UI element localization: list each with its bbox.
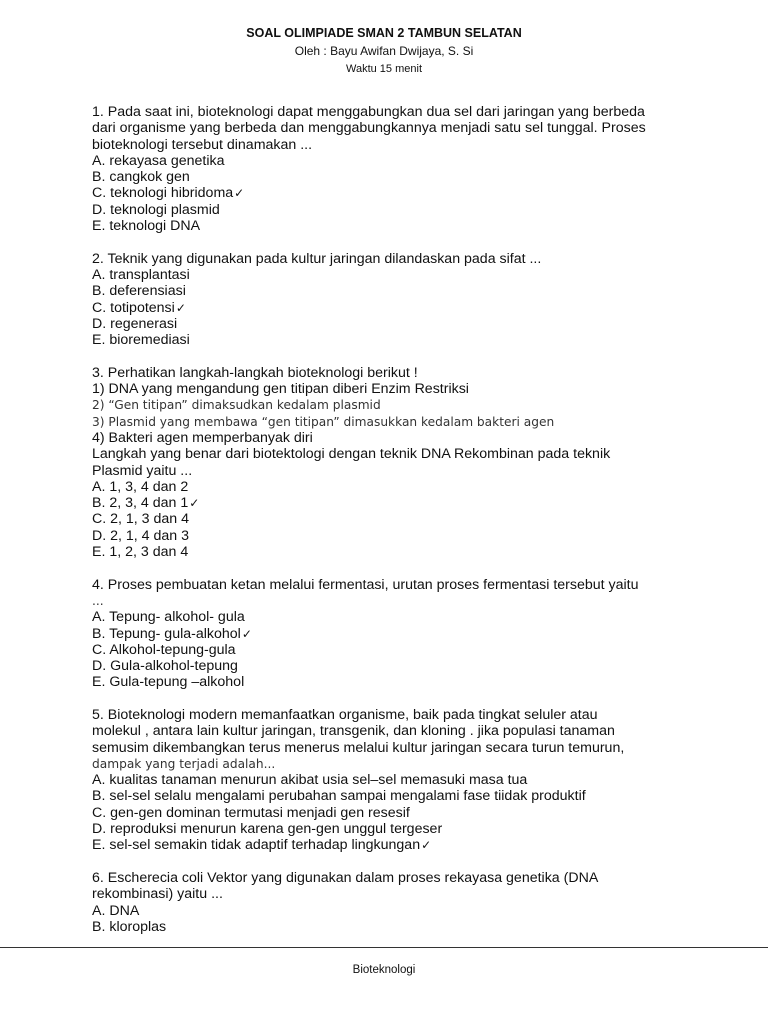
answer-option-text: C. 2, 1, 3 dan 4 xyxy=(92,511,190,528)
answer-option-text: D. reproduksi menurun karena gen-gen unggul tergeser xyxy=(92,821,443,838)
answer-option xyxy=(92,919,692,935)
answer-option-text: B. deferensiasi xyxy=(92,283,186,300)
answer-option xyxy=(92,805,692,821)
question-2 xyxy=(92,251,692,349)
answer-option-text: A. transplantasi xyxy=(92,266,190,283)
answer-option xyxy=(92,511,692,527)
answer-option-text: D. regenerasi xyxy=(92,315,178,332)
answer-option-text: C. totipotensi xyxy=(92,299,175,316)
page-header xyxy=(0,24,768,78)
answer-option xyxy=(92,218,692,234)
answer-option xyxy=(92,821,692,837)
question-stem-line: Plasmid yaitu ... xyxy=(92,462,193,479)
answer-option-text: A. DNA xyxy=(92,902,140,919)
question-4 xyxy=(92,577,692,691)
answer-option-text: A. 1, 3, 4 dan 2 xyxy=(92,478,189,495)
footer-divider xyxy=(0,947,768,948)
answer-option xyxy=(92,658,692,674)
question-stem-line: dari organisme yang berbeda dan menggabungkannya menjadi satu sel tunggal. Proses xyxy=(92,120,646,137)
check-mark-icon: ✓ xyxy=(421,838,432,853)
answer-option-text: E. sel-sel semakin tidak adaptif terhadap lingkungan xyxy=(92,837,421,854)
answer-option xyxy=(92,300,692,316)
question-stem-line: 6. Escherecia coli Vektor yang digunakan dalam proses rekayasa genetika (DNA xyxy=(92,869,599,886)
answer-option xyxy=(92,837,692,853)
question-stem-line: 1. Pada saat ini, bioteknologi dapat menggabungkan dua sel dari jaringan yang berbeda xyxy=(92,104,645,120)
answer-option xyxy=(92,528,692,544)
question-stem-line: Langkah yang benar dari biotektologi dengan teknik DNA Rekombinan pada teknik xyxy=(92,446,611,463)
answer-option xyxy=(92,772,692,788)
answer-option-text: B. sel-sel selalu mengalami perubahan sampai mengalami fase tiidak produktif xyxy=(92,788,586,805)
answer-option-text: A. Tepung- alkohol- gula xyxy=(92,609,245,626)
question-stem-line: 2) “Gen titipan” dimaksudkan kedalam plasmid xyxy=(92,398,381,413)
answer-option xyxy=(92,332,692,348)
check-mark-icon: ✓ xyxy=(241,626,252,641)
answer-option xyxy=(92,479,692,495)
answer-option xyxy=(92,674,692,690)
answer-option-text: C. Alkohol-tepung-gula xyxy=(92,641,236,658)
answer-option xyxy=(92,267,692,283)
exam-time-limit: Waktu 15 menit xyxy=(345,63,422,75)
answer-option xyxy=(92,185,692,201)
check-mark-icon: ✓ xyxy=(189,496,200,511)
question-stem-line: 2. Teknik yang digunakan pada kultur jaringan dilandaskan pada sifat ... xyxy=(92,250,542,267)
answer-option-text: D. 2, 1, 4 dan 3 xyxy=(92,527,190,544)
answer-option xyxy=(92,169,692,185)
question-stem-line: 1) DNA yang mengandung gen titipan diberi Enzim Restriksi xyxy=(92,381,469,398)
answer-option-text: D. Gula-alkohol-tepung xyxy=(92,658,238,675)
exam-author: Oleh : Bayu Awifan Dwijaya, S. Si xyxy=(294,44,474,58)
answer-option xyxy=(92,316,692,332)
question-stem-line: ... xyxy=(92,593,104,608)
check-mark-icon: ✓ xyxy=(234,186,245,201)
question-stem-line: 4. Proses pembuatan ketan melalui fermentasi, urutan proses fermentasi tersebut yaitu xyxy=(92,576,639,593)
question-stem-line: 5. Bioteknologi modern memanfaatkan organisme, baik pada tingkat seluler atau xyxy=(92,706,598,723)
answer-option xyxy=(92,626,692,642)
check-mark-icon: ✓ xyxy=(175,300,186,315)
answer-option xyxy=(92,153,692,169)
answer-option-text: E. bioremediasi xyxy=(92,332,190,349)
question-stem-line: 4) Bakteri agen memperbanyak diri xyxy=(92,429,313,446)
answer-option-text: C. gen-gen dominan termutasi menjadi gen resesif xyxy=(92,804,410,821)
question-stem-line: 3. Perhatikan langkah-langkah bioteknologi berikut ! xyxy=(92,364,418,381)
question-stem-line: rekombinasi) yaitu ... xyxy=(92,886,223,903)
answer-option-text: C. teknologi hibridoma xyxy=(92,185,234,202)
footer-label: Bioteknologi xyxy=(352,964,416,976)
answer-option xyxy=(92,495,692,511)
answer-option-text: E. 1, 2, 3 dan 4 xyxy=(92,544,189,561)
answer-option xyxy=(92,642,692,658)
answer-option xyxy=(92,202,692,218)
question-3 xyxy=(92,365,692,561)
answer-option xyxy=(92,283,692,299)
question-5 xyxy=(92,707,692,854)
question-list xyxy=(92,104,692,951)
answer-option xyxy=(92,544,692,560)
answer-option xyxy=(92,788,692,804)
question-stem-line: molekul , antara lain kultur jaringan, transgenik, dan kloning . jika populasi tanaman xyxy=(92,723,615,740)
answer-option-text: A. rekayasa genetika xyxy=(92,152,225,169)
question-6 xyxy=(92,870,692,935)
answer-option-text: B. 2, 3, 4 dan 1 xyxy=(92,495,189,512)
answer-option-text: B. Tepung- gula-alkohol xyxy=(92,625,241,642)
answer-option-text: A. kualitas tanaman menurun akibat usia sel–sel memasuki masa tua xyxy=(92,772,528,789)
question-1 xyxy=(92,104,692,234)
answer-option xyxy=(92,609,692,625)
question-stem-line: dampak yang terjadi adalah... xyxy=(92,756,276,771)
answer-option-text: E. Gula-tepung –alkohol xyxy=(92,674,245,691)
page-footer xyxy=(0,964,768,976)
answer-option-text: E. teknologi DNA xyxy=(92,218,201,235)
answer-option xyxy=(92,903,692,919)
exam-title: SOAL OLIMPIADE SMAN 2 TAMBUN SELATAN xyxy=(246,26,522,40)
question-stem-line: semusim dikembangkan terus menerus melalui kultur jaringan secara turun temurun, xyxy=(92,739,625,756)
answer-option-text: B. cangkok gen xyxy=(92,169,190,186)
question-stem-line: 3) Plasmid yang membawa “gen titipan” dimasukkan kedalam bakteri agen xyxy=(92,414,555,429)
answer-option-text: B. kloroplas xyxy=(92,918,167,935)
question-stem-line: bioteknologi tersebut dinamakan ... xyxy=(92,136,313,153)
answer-option-text: D. teknologi plasmid xyxy=(92,201,220,218)
